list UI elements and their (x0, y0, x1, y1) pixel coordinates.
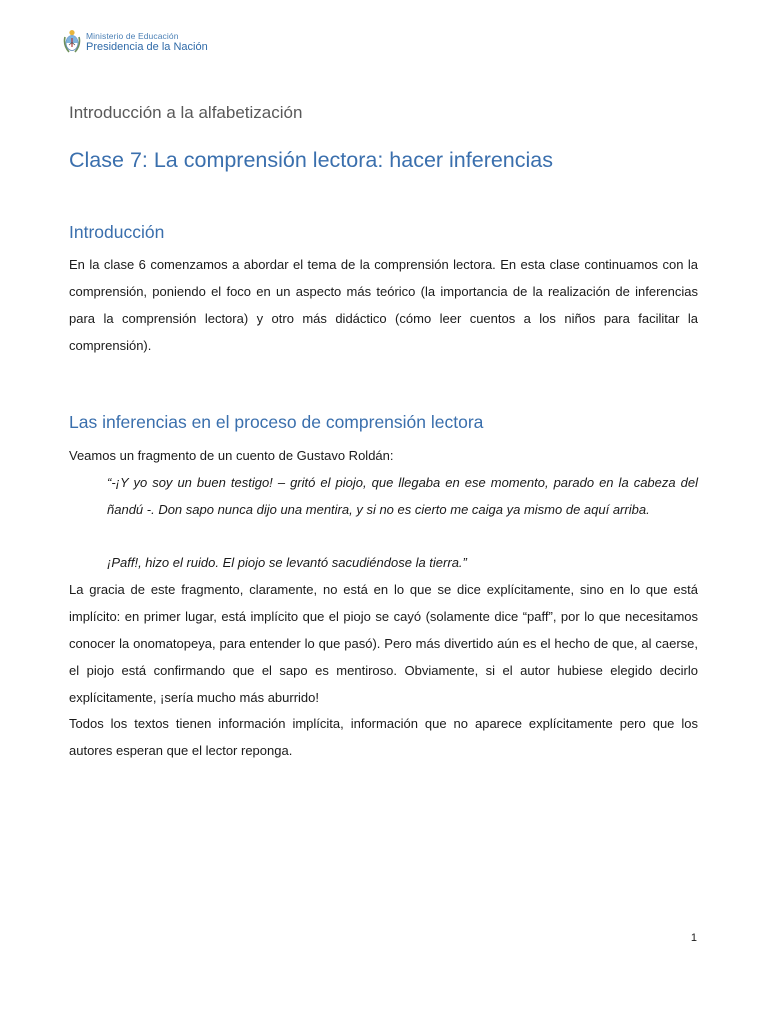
course-title: Introducción a la alfabetización (69, 103, 303, 122)
page-number: 1 (690, 932, 697, 944)
fragment-intro-paragraph: Veamos un fragmento de un cuento de Gustavo Roldán: (69, 448, 394, 463)
argentina-coat-of-arms-icon (63, 29, 81, 55)
implicit-info-paragraph: Todos los textos tienen información implícita, información que no aparece explícitamente pero que los autores esperan que el lector reponga. (69, 716, 698, 758)
logo-ministry-label: Ministerio de Educación (86, 31, 179, 41)
section-heading-inferencias: Las inferencias en el proceso de comprensión lectora (69, 412, 484, 432)
story-quote-part1: “-¡Y yo soy un buen testigo! – gritó el piojo, que llegaba en ese momento, parado en la cabeza del ñandú -. Don sapo nunca dijo una mentira, y si no es cierto me caiga ya mismo de aquí arriba. (107, 475, 698, 517)
analysis-paragraph: La gracia de este fragmento, claramente, no está en lo que se dice explícitamente, sino en lo que está implícito: en primer lugar, está implícito que el piojo se cayó (solamente dice “paff”, por lo que necesitamos conocer la onomatopeya, para entender lo que pasó). Pero más divertido aún es el hecho de que, al caerse, el piojo está confirmando que el sapo es mentiroso. Obviamente, si el autor hubiese elegido decirlo explícitamente, ¡sería mucho más aburrido! (69, 582, 698, 705)
logo-presidency-label: Presidencia de la Nación (86, 41, 208, 53)
class-title: Clase 7: La comprensión lectora: hacer inferencias (69, 148, 554, 172)
intro-paragraph: En la clase 6 comenzamos a abordar el tema de la comprensión lectora. En esta clase continuamos con la comprensión, poniendo el foco en un aspecto más teórico (la importancia de la realización de inferencias para la comprensión lectora) y otro más didáctico (cómo leer cuentos a los niños para facilitar la comprensión). (69, 257, 698, 353)
story-quote-part2: ¡Paff!, hizo el ruido. El piojo se levantó sacudiéndose la tierra.” (107, 555, 467, 570)
section-heading-introduccion: Introducción (69, 222, 165, 242)
ministry-logo (63, 29, 208, 55)
logo-text (86, 31, 208, 53)
